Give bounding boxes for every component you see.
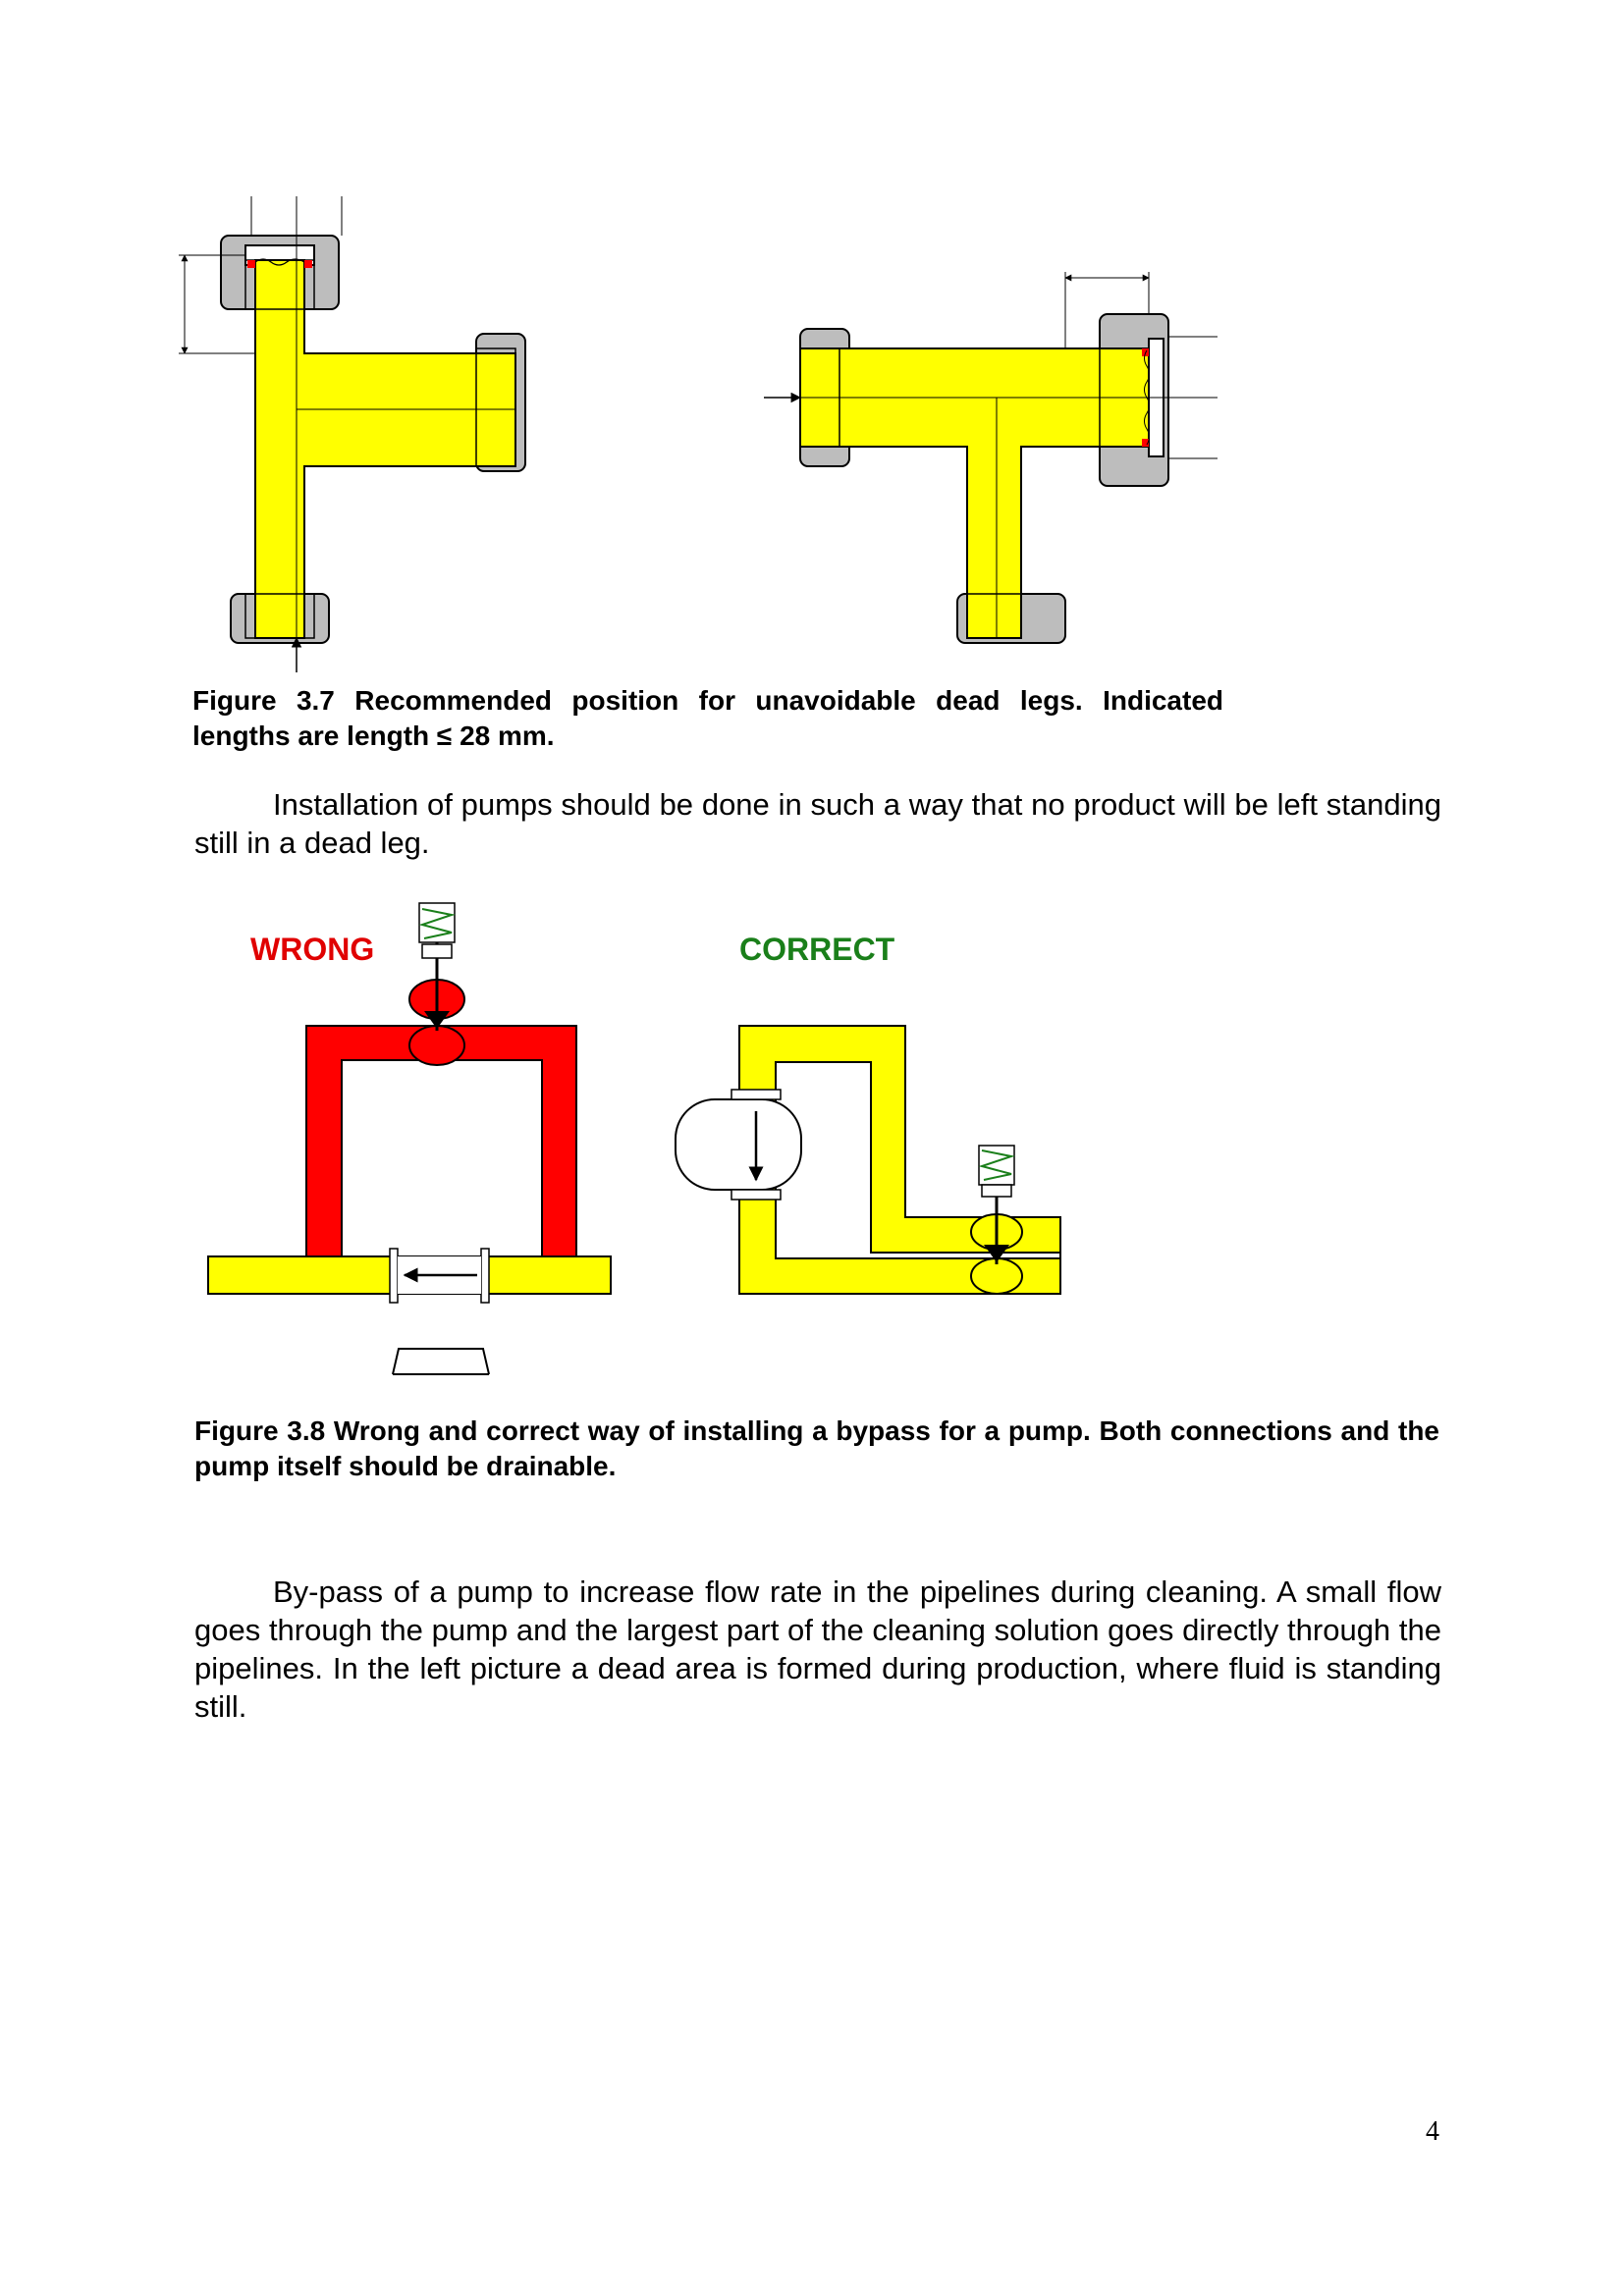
- figure-3-7-diagram: [167, 191, 1247, 682]
- left-tee-fitting: [179, 196, 525, 672]
- figure-3-8-caption: Figure 3.8 Wrong and correct way of installing a bypass for a pump. Both connections and the pump itself should be drainable.: [194, 1415, 1439, 1481]
- right-tee-fitting: [764, 272, 1218, 643]
- paragraph-bypass-of-pump: By-pass of a pump to increase flow rate in the pipelines during cleaning. A small flow goes through the pump and the largest part of the cleaning solution goes directly through the pipelines. In the left picture a dead area is formed during production, where fluid is standing still.: [194, 1575, 1441, 1724]
- label-correct: CORRECT: [739, 932, 895, 967]
- page-number: 4: [1426, 2116, 1439, 2147]
- correct-bypass-installation: [676, 1026, 1060, 1294]
- label-wrong: WRONG: [250, 932, 375, 967]
- figure-3-7-caption: Figure 3.7 Recommended position for unavoidable dead legs. Indicated lengths are length ≤ 28 mm.: [192, 685, 1223, 751]
- figure-3-8-diagram: [196, 893, 1080, 1404]
- wrong-bypass-installation: [208, 903, 611, 1374]
- paragraph-installation-of-pumps: Installation of pumps should be done in such a way that no product will be left standing still in a dead leg.: [194, 787, 1441, 860]
